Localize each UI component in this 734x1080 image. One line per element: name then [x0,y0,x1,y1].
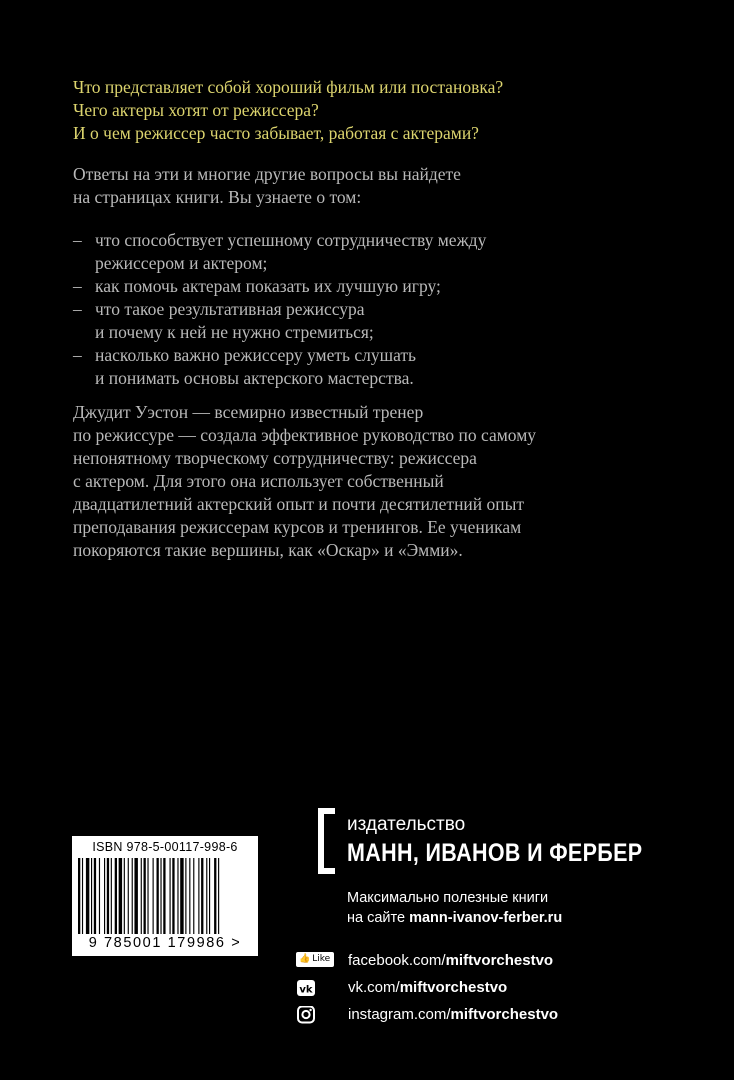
paragraph-line: на страницах книги. Вы узнаете о том: [73,187,362,207]
barcode-stripe [163,858,165,934]
paragraph-line: непонятному творческому сотрудничеству: режиссера [73,448,477,468]
barcode-stripe [107,858,109,934]
paragraph-line: Джудит Уэстон — всемирно известный тренер [73,402,424,422]
instagram-link[interactable] [296,1004,696,1026]
instagram-icon [296,1006,316,1031]
barcode-stripe [141,858,142,934]
paragraph-line: Ответы на эти и многие другие вопросы вы найдете [73,164,461,184]
barcode-stripe [170,858,171,934]
publisher-site-link[interactable]: mann-ivanov-ferber.ru [409,910,563,926]
vk-handle: miftvorchestvo [399,979,508,996]
paragraph-line: с актером. Для этого она использует собственный [73,471,444,491]
dash-bullet: – [73,276,82,296]
barcode-stripe [144,858,146,934]
intro-question-3: И о чем режиссер часто забывает, работая с актерами? [73,123,479,143]
barcode-stripe [185,858,186,934]
barcode-stripe [198,858,199,934]
instagram-handle: miftvorchestvo [450,1006,559,1023]
benefits-list [73,229,673,390]
tagline-line-2 [347,908,562,928]
like-label: Like [312,954,331,964]
barcode-stripe [201,858,203,934]
barcode-stripe [157,858,159,934]
barcode-stripe [209,858,210,934]
intro-question-1: Что представляет собой хороший фильм или постановка? [73,77,504,97]
list-item-line: режиссером и актером; [95,253,268,273]
barcode-stripe [78,858,80,934]
barcode-stripe [99,858,100,934]
answers-paragraph [73,163,633,209]
barcode-stripe [134,858,137,934]
publisher-name: МАНН, ИВАНОВ И ФЕРБЕР [347,839,643,867]
instagram-prefix: instagram.com/ [348,1006,451,1023]
barcode-stripe [153,858,154,934]
barcode-stripe [160,858,161,934]
intro-question-2: Чего актеры хотят от режиссера? [73,100,319,120]
barcode-stripe [124,858,125,934]
intro-questions [73,76,693,145]
paragraph-line: по режиссуре — создала эффективное руководство по самому [73,425,537,445]
barcode-stripe [206,858,207,934]
vk-prefix: vk.com/ [348,979,400,996]
list-item-line: и понимать основы актерского мастерства. [95,368,414,388]
isbn-barcode [72,836,258,956]
author-paragraph [73,401,633,562]
list-item [73,298,673,344]
barcode-stripe [189,858,190,934]
barcode-stripe [180,858,183,934]
barcode-stripe [82,858,83,934]
facebook-link[interactable] [296,950,696,972]
barcode-stripe [91,858,92,934]
publisher-tagline [347,888,562,928]
facebook-handle: miftvorchestvo [445,952,554,969]
barcode-number: 9 785001 179986 > [88,935,242,951]
barcode-stripe [218,858,219,934]
publisher-bracket [318,808,335,874]
dash-bullet: – [73,299,82,319]
dash-bullet: – [73,345,82,365]
barcode-stripe [119,858,122,934]
list-item-line: что такое результативная режиссура [95,299,365,319]
paragraph-line: преподавания режиссерам курсов и тренингов. Ее ученикам [73,517,522,537]
barcode-stripe [172,858,174,934]
barcode-stripe [177,858,178,934]
publisher-label: издательство [347,814,466,835]
barcode-stripe [111,858,112,934]
tagline-prefix: на сайте [347,910,410,926]
list-item-line: что способствует успешному сотрудничеству между [95,230,487,250]
barcode-stripe [94,858,96,934]
barcode-stripe [104,858,105,934]
paragraph-line: двадцатилетний актерский опыт и почти десятилетний опыт [73,494,525,514]
barcode-stripe [132,858,133,934]
list-item [73,344,673,390]
facebook-prefix: facebook.com/ [348,952,446,969]
list-item-line: и почему к ней не нужно стремиться; [95,322,374,342]
barcode-stripe [115,858,117,934]
vk-link[interactable] [296,977,696,999]
barcode-stripe [147,858,148,934]
paragraph-line: покоряются такие вершины, как «Оскар» и «Эмми». [73,540,463,560]
vk-icon [296,979,316,1004]
list-item-line: как помочь актерам показать их лучшую игру; [95,276,441,296]
svg-text:vk: vk [299,984,313,996]
barcode-stripe [86,858,89,934]
list-item-line: насколько важно режиссеру уметь слушать [95,345,417,365]
dash-bullet: – [73,230,82,250]
barcode-bars [78,858,252,934]
list-item [73,275,673,298]
barcode-stripe [193,858,194,934]
tagline-line-1: Максимально полезные книги [347,890,549,906]
list-item [73,229,673,275]
facebook-like-icon: 👍 Like [296,952,334,967]
isbn-text: ISBN 978-5-00117-998-6 [92,840,238,854]
barcode-stripe [128,858,129,934]
barcode-stripe [214,858,216,934]
